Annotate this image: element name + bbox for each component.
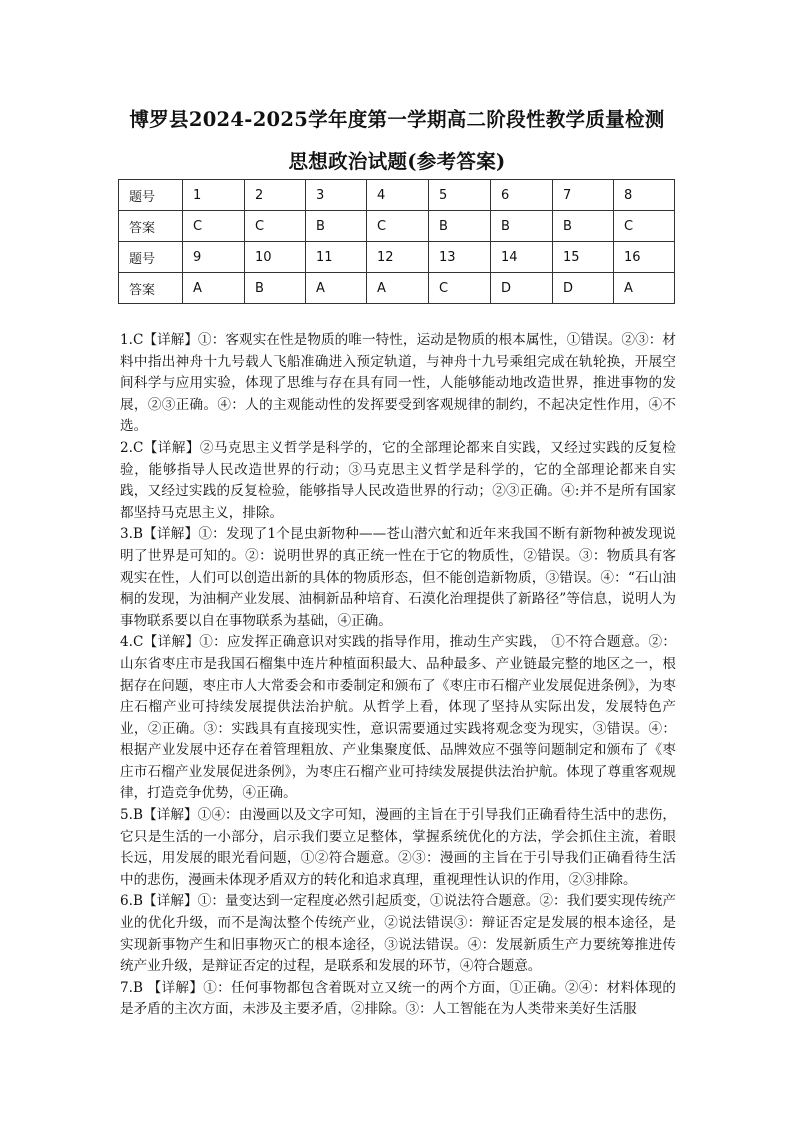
- table-cell: C: [183, 211, 245, 242]
- table-cell: 11: [306, 242, 367, 273]
- table-cell: A: [306, 273, 367, 304]
- explanation-paragraph: 1.C【详解】①：客观实在性是物质的唯一特性，运动是物质的根本属性，①错误。②③：材料中指出神舟十九号载人飞船准确进入预定轨道，与神舟十九号乘组完成在轨轮换，开展空间科学与应用实验，体现了思维与存在具有同一性，人能够能动地改造世界，推进事物的发展，②③正确。④：人的主观能动性的发挥要受到客观规律的制约，不起决定性作用，④不选。: [120, 332, 676, 435]
- table-cell: C: [429, 273, 491, 304]
- table-cell: 答案: [119, 211, 183, 242]
- table-row: [119, 180, 675, 211]
- table-row: [119, 242, 675, 273]
- table-cell: 15: [553, 242, 614, 273]
- table-cell: B: [306, 211, 367, 242]
- table-cell: 4: [367, 180, 429, 211]
- table-cell: C: [367, 211, 429, 242]
- table-row: [119, 273, 675, 304]
- table-cell: 12: [367, 242, 429, 273]
- table-cell: C: [245, 211, 306, 242]
- explanation-paragraph: 5.B【详解】①④：由漫画以及文字可知，漫画的主旨在于引导我们正确看待生活中的悲伤，它只是生活的一小部分，启示我们要立足整体，掌握系统优化的方法，学会抓住主流，着眼长远，用发展的眼光看问题，①②符合题意。②③：漫画的主旨在于引导我们正确看待生活中的悲伤，漫画未体现矛盾双方的转化和追求真理，重视理性认识的作用，②③排除。: [120, 807, 676, 888]
- table-cell: 3: [306, 180, 367, 211]
- table-cell: D: [491, 273, 553, 304]
- explanation-paragraph: 3.B【详解】①：发现了1个昆虫新物种——苍山潜穴虻和近年来我国不断有新物种被发现说明了世界是可知的。②：说明世界的真正统一性在于它的物质性，②错误。③：物质具有客观实在性，人们可以创造出新的具体的物质形态，但不能创造新物质，③错误。④：“石山油桐的发现，为油桐产业发展、油桐新品种培育、石漠化治理提供了新路径”等信息，说明人为事物联系要以自在事物联系为基础，④正确。: [120, 526, 676, 629]
- table-cell: 13: [429, 242, 491, 273]
- explanation-paragraph: 2.C【详解】②马克思主义哲学是科学的，它的全部理论都来自实践，又经过实践的反复检验，能够指导人民改造世界的行动；③马克思主义哲学是科学的，它的全部理论都来自实践，又经过实践的反复检验，能够指导人民改造世界的行动；②③正确。④:并不是所有国家都坚持马克思主义，排除。: [120, 439, 676, 521]
- document-title: 博罗县2024-2025学年度第一学期高二阶段性教学质量检测: [129, 108, 665, 131]
- table-cell: B: [553, 211, 614, 242]
- document-subtitle: 思想政治试题(参考答案): [288, 150, 506, 173]
- explanation-paragraph: 4.C【详解】①：应发挥正确意识对实践的指导作用，推动生产实践， ①不符合题意。②：山东省枣庄市是我国石榴集中连片种植面积最大、品种最多、产业链最完整的地区之一，根据存在问题，枣庄市人大常委会和市委制定和颁布了《枣庄市石榴产业发展促进条例》，为枣庄石榴产业可持续发展提供法治护航。从哲学上看，体现了坚持从实际出发，发展特色产业，②正确。③：实践具有直接现实性，意识需要通过实践将观念变为现实，③错误。④：根据产业发展中还存在着管理粗放、产业集聚度低、品牌效应不强等问题制定和颁布了《枣庄市石榴产业发展促进条例》，为枣庄石榴产业可持续发展提供法治护航。体现了尊重客观规律，打造竞争优势，④正确。: [120, 634, 676, 802]
- table-cell: 答案: [119, 273, 183, 304]
- table-cell: C: [614, 211, 675, 242]
- table-cell: A: [367, 273, 429, 304]
- table-cell: D: [553, 273, 614, 304]
- table-cell: 2: [245, 180, 306, 211]
- table-cell: 5: [429, 180, 491, 211]
- table-cell: 10: [245, 242, 306, 273]
- table-cell: 9: [183, 242, 245, 273]
- table-cell: 题号: [119, 242, 183, 273]
- table-cell: B: [245, 273, 306, 304]
- table-cell: 8: [614, 180, 675, 211]
- table-cell: B: [429, 211, 491, 242]
- explanations-section: [120, 330, 676, 1021]
- table-cell: 16: [614, 242, 675, 273]
- explanation-paragraph: 7.B 【详解】①：任何事物都包含着既对立又统一的两个方面，①正确。②④：材料体现的是矛盾的主次方面，未涉及主要矛盾，②排除。③：人工智能在为人类带来美好生活服: [120, 979, 676, 1018]
- table-cell: 14: [491, 242, 553, 273]
- table-cell: 1: [183, 180, 245, 211]
- table-cell: 7: [553, 180, 614, 211]
- table-cell: A: [614, 273, 675, 304]
- table-cell: 6: [491, 180, 553, 211]
- table-cell: 题号: [119, 180, 183, 211]
- answer-key-table: [118, 179, 675, 304]
- table-cell: B: [491, 211, 553, 242]
- table-row: [119, 211, 675, 242]
- explanation-paragraph: 6.B【详解】①：量变达到一定程度必然引起质变，①说法符合题意。②：我们要实现传统产业的优化升级，而不是淘汰整个传统产业，②说法错误③：辩证否定是发展的根本途径，是实现新事物产生和旧事物灭亡的根本途径，③说法错误。④：发展新质生产力要统筹推进传统产业升级，是辩证否定的过程，是联系和发展的环节，④符合题意。: [120, 893, 676, 975]
- table-cell: A: [183, 273, 245, 304]
